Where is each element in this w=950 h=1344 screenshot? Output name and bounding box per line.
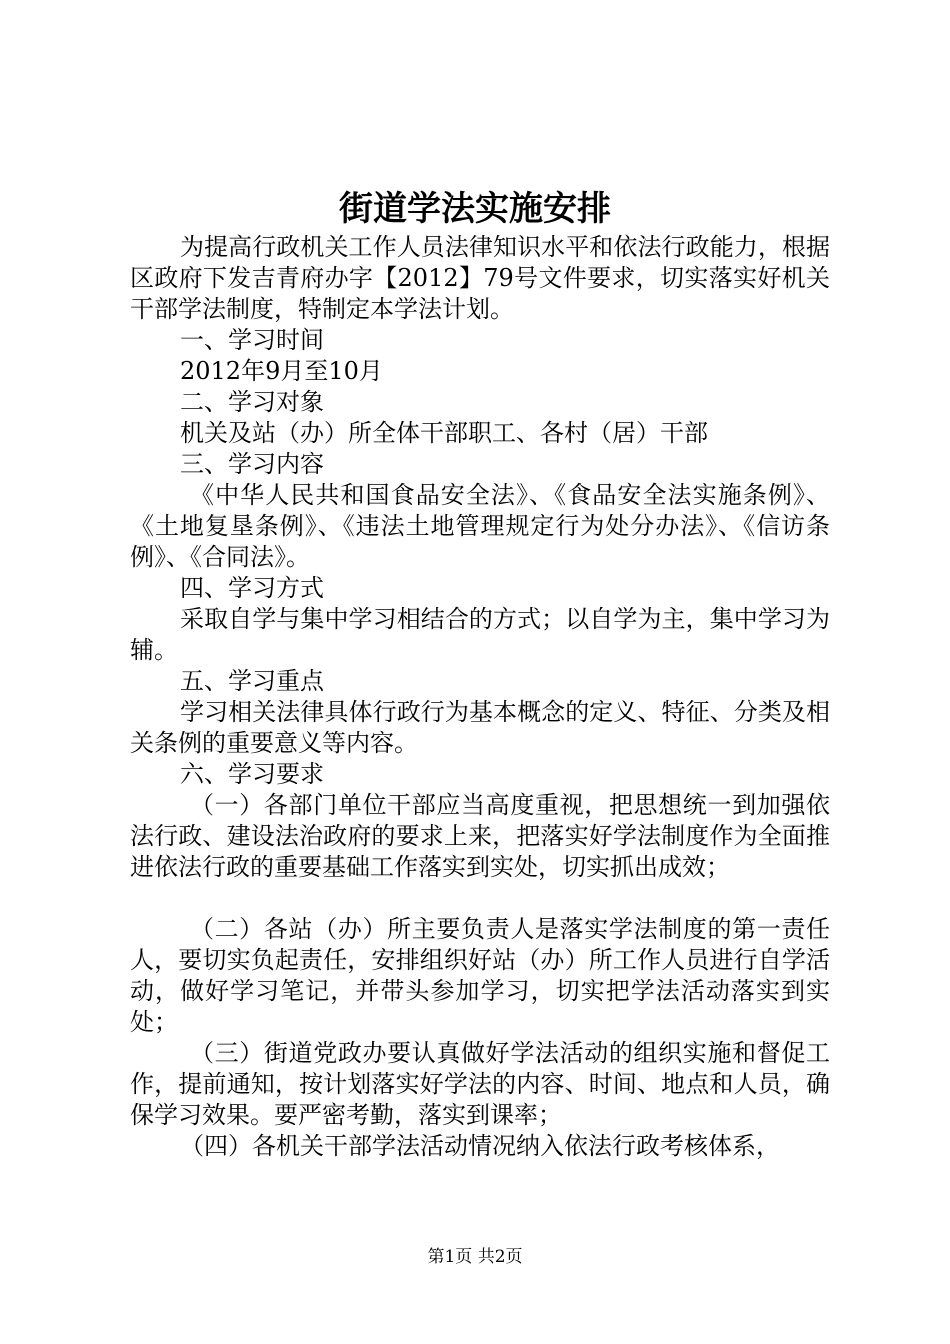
study-method-text: 采取自学与集中学习相结合的方式；以自学为主，集中学习为辅。 — [130, 605, 830, 664]
requirement-item-4: （四）各机关干部学法活动情况纳入依法行政考核体系， — [180, 1132, 780, 1160]
study-target-text: 机关及站（办）所全体干部职工、各村（居）干部 — [180, 419, 708, 447]
section-heading-focus: 五、学习重点 — [180, 667, 324, 695]
section-heading-content: 三、学习内容 — [180, 450, 324, 478]
section-heading-time: 一、学习时间 — [180, 326, 324, 354]
study-time-text: 2012年9月至10月 — [180, 357, 383, 385]
section-heading-requirements: 六、学习要求 — [180, 760, 324, 788]
page-footer: 第1页 共2页 — [427, 1247, 523, 1267]
document-body — [130, 232, 830, 1162]
study-content-text: 《中华人民共和国食品安全法》、《食品安全法实施条例》、《土地复垦条例》、《违法土地管理规定行为处分办法》、《信访条例》、《合同法》。 — [130, 481, 830, 571]
section-heading-target: 二、学习对象 — [180, 388, 324, 416]
document-title: 街道学法实施安排 — [339, 189, 611, 229]
requirement-item-1: （一）各部门单位干部应当高度重视，把思想统一到加强依法行政、建设法治政府的要求上来，把落实好学法制度作为全面推进依法行政的重要基础工作落实到实处，切实抓出成效； — [130, 791, 830, 881]
requirement-item-2: （二）各站（办）所主要负责人是落实学法制度的第一责任人，要切实负起责任，安排组织好站（办）所工作人员进行自学活动，做好学习笔记，并带头参加学习，切实把学法活动落实到实处； — [130, 915, 830, 1036]
requirement-item-3: （三）街道党政办要认真做好学法活动的组织实施和督促工作，提前通知，按计划落实好学法的内容、时间、地点和人员，确保学习效果。要严密考勤，落实到课率； — [130, 1039, 830, 1129]
study-focus-text: 学习相关法律具体行政行为基本概念的定义、特征、分类及相关条例的重要意义等内容。 — [130, 698, 830, 757]
intro-paragraph: 为提高行政机关工作人员法律知识水平和依法行政能力，根据区政府下发吉青府办字【2012】79号文件要求，切实落实好机关干部学法制度，特制定本学法计划。 — [130, 233, 830, 323]
section-heading-method: 四、学习方式 — [180, 574, 324, 602]
